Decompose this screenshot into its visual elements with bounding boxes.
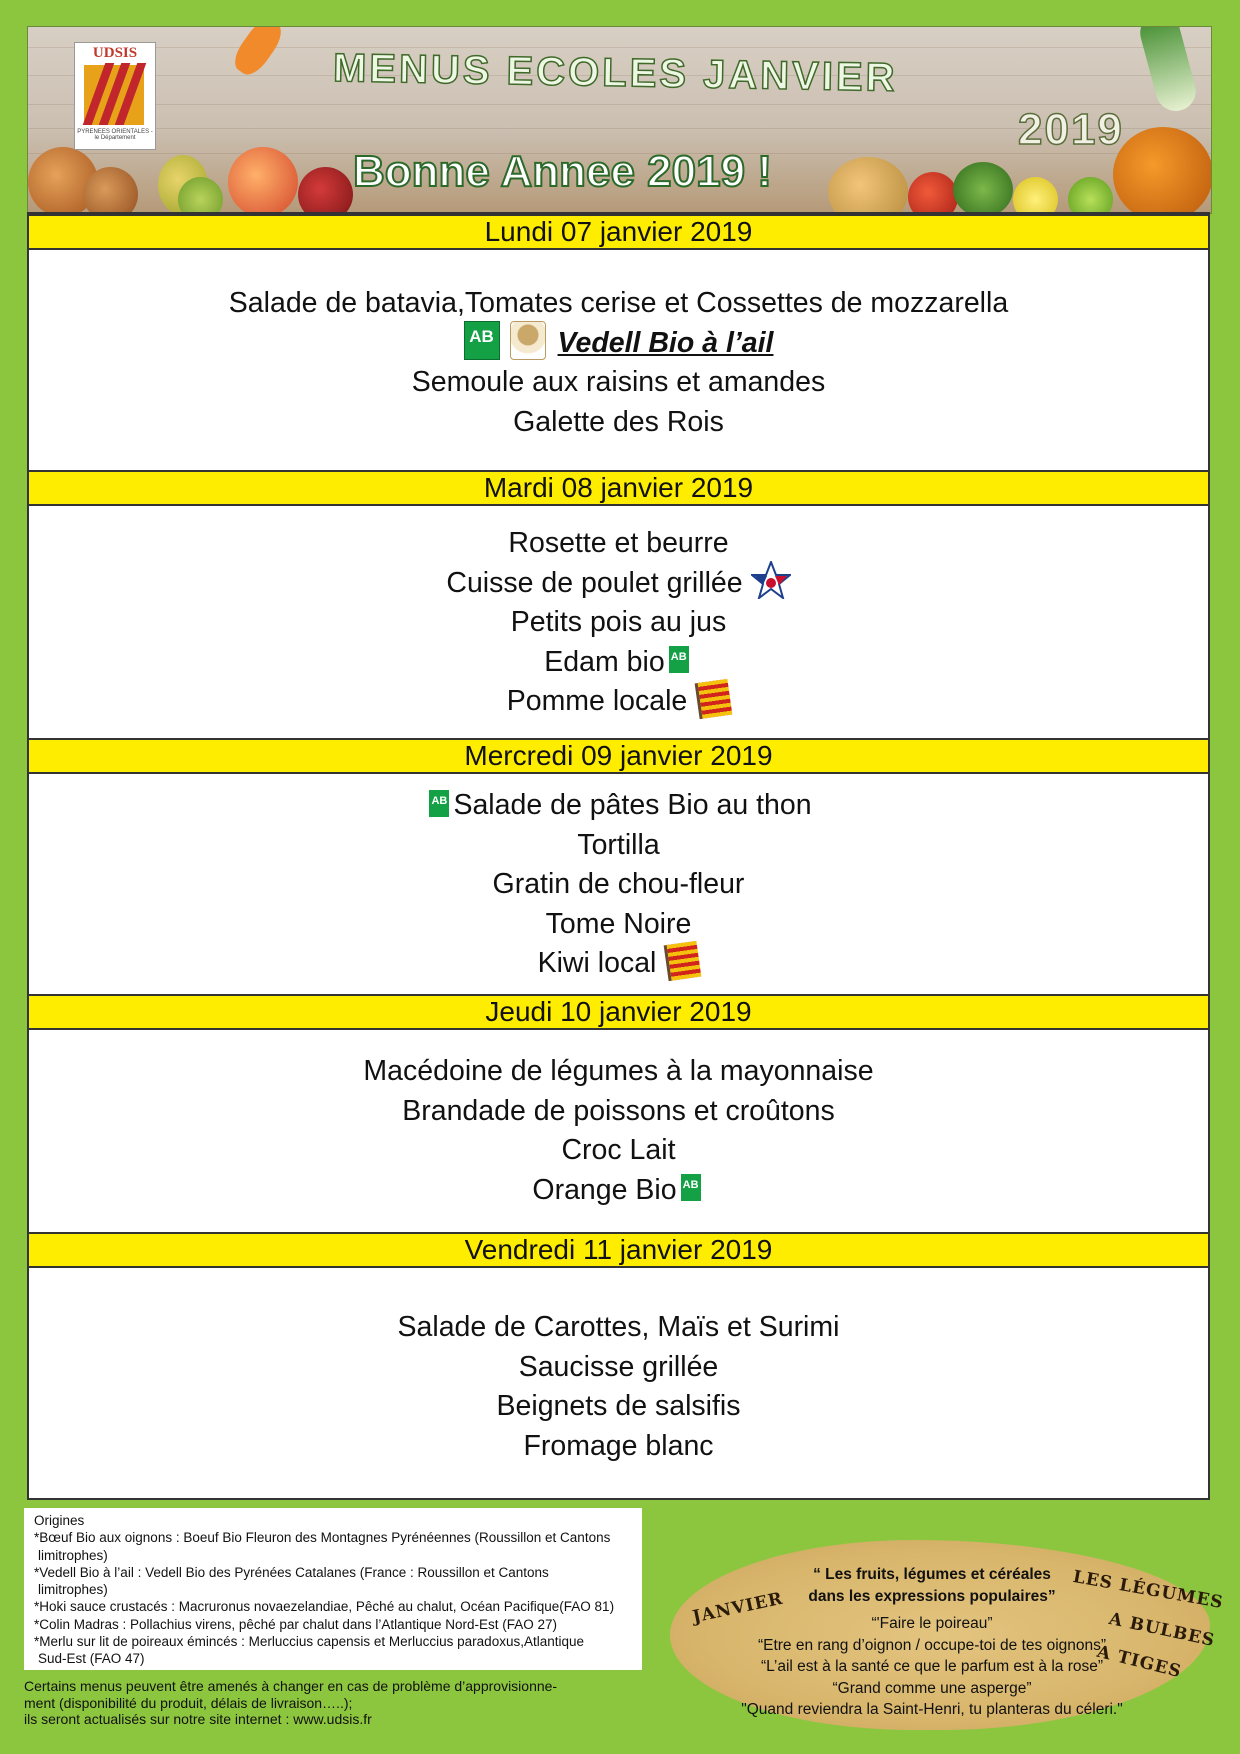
origins-title: Origines xyxy=(34,1513,85,1528)
day-header-friday: Vendredi 11 janvier 2019 xyxy=(29,1232,1208,1268)
expression-item: “'Faire le poireau” xyxy=(871,1615,993,1632)
expressions-heading: dans les expressions populaires” xyxy=(808,1587,1056,1605)
dish-with-badge xyxy=(29,682,1208,722)
dish-with-badge xyxy=(29,1171,1208,1211)
catalan-flag-icon xyxy=(664,941,702,981)
catalan-flag-icon xyxy=(695,679,733,719)
onion-illustration xyxy=(83,167,138,214)
dish: Salade de Carottes, Maïs et Surimi xyxy=(397,1311,840,1343)
origins-line: limitrophes) xyxy=(38,1582,108,1598)
origins-line: *Hoki sauce crustacés : Macruronus novaezelandiae, Pêché au chalut, Océan Pacifique(FAO 81) xyxy=(34,1599,615,1615)
expression-item: "Quand reviendra la Saint-Henri, tu planteras du céleri." xyxy=(741,1701,1123,1718)
notice-line: ment (disponibilité du produit, délais de livraison…..); xyxy=(24,1694,353,1711)
melon-illustration xyxy=(828,157,908,214)
notice-line: Certains menus peuvent être amenés à changer en cas de problème d’approvisionne- xyxy=(24,1678,558,1694)
day-header-thursday: Jeudi 10 janvier 2019 xyxy=(29,994,1208,1030)
dish-label: Orange Bio xyxy=(532,1173,677,1206)
label-bulbes: A BULBES xyxy=(1107,1609,1217,1651)
logo-subtitle: PYRENEES ORIENTALES - le Département xyxy=(77,129,153,141)
grapes-illustration xyxy=(178,177,223,214)
origins-line: *Bœuf Bio aux oignons : Boeuf Bio Fleuron des Montagnes Pyrénéennes (Roussillon et Cantons xyxy=(34,1530,611,1546)
expression-item: “L’ail est à la santé ce que le parfum est à la rose” xyxy=(760,1658,1104,1675)
expressions-text xyxy=(722,1564,1142,1721)
weekly-menu xyxy=(27,212,1210,1500)
dish: Beignets de salsifis xyxy=(496,1390,741,1422)
peach-illustration xyxy=(228,147,298,214)
dish: Salade de batavia,Tomates cerise et Cossettes de mozzarella xyxy=(228,287,1009,319)
label-tiges: A TIGES xyxy=(1094,1641,1184,1683)
origins-line: Sud-Est (FAO 47) xyxy=(38,1651,145,1667)
dish: Semoule aux raisins et amandes xyxy=(411,366,826,398)
dish-label: Cuisse de poulet grillée xyxy=(446,566,743,599)
dish: Gratin de chou-fleur xyxy=(492,868,745,900)
dish-with-badge xyxy=(29,564,1208,604)
day-menu-monday xyxy=(29,284,1208,442)
dish: Tome Noire xyxy=(545,907,692,940)
dish-special-label: Vedell Bio à l’ail xyxy=(557,326,774,359)
broccoli-illustration xyxy=(953,162,1013,214)
title-year: 2019 xyxy=(1018,105,1124,154)
udsis-logo xyxy=(74,42,156,150)
label-rouge-icon xyxy=(751,561,791,599)
dish: Rosette et beurre xyxy=(508,527,729,559)
label-janvier: JANVIER xyxy=(690,1588,786,1628)
leek-illustration xyxy=(1136,26,1201,115)
expressions-heading: “ Les fruits, légumes et céréales xyxy=(813,1566,1051,1583)
day-menu-tuesday xyxy=(29,524,1208,722)
header-banner xyxy=(27,26,1212,214)
greeting-text: Bonne Annee 2019 ! xyxy=(353,147,772,196)
dish: Petits pois au jus xyxy=(510,606,727,638)
apple-illustration xyxy=(298,167,353,214)
tomato-illustration xyxy=(908,172,958,214)
organic-ab-icon: AB xyxy=(669,646,689,673)
expression-item: “Grand comme une asperge” xyxy=(832,1679,1032,1697)
organic-ab-icon: AB xyxy=(681,1174,701,1201)
origins-box xyxy=(24,1508,642,1670)
dish: Macédoine de légumes à la mayonnaise xyxy=(363,1055,874,1087)
dish-with-badge xyxy=(29,944,1208,984)
day-header-tuesday: Mardi 08 janvier 2019 xyxy=(29,470,1208,506)
organic-ab-icon: AB xyxy=(464,321,500,360)
label-legumes: LES LÉGUMES xyxy=(1071,1566,1226,1614)
logo-name: UDSIS xyxy=(92,45,138,61)
dish-with-badge xyxy=(29,643,1208,683)
page-title: MENUS ECOLES JANVIER xyxy=(332,46,898,100)
lemon-illustration xyxy=(1013,177,1058,214)
expression-item: “Etre en rang d’oignon / occupe-toi de tes oignons” xyxy=(757,1636,1107,1654)
lime-illustration xyxy=(1068,177,1113,214)
day-header-wednesday: Mercredi 09 janvier 2019 xyxy=(29,738,1208,774)
dish: Croc Lait xyxy=(561,1134,676,1166)
pumpkin-illustration xyxy=(1113,127,1212,214)
organic-ab-icon: AB xyxy=(429,790,449,817)
dish: Brandade de poissons et croûtons xyxy=(402,1094,835,1127)
dish: Fromage blanc xyxy=(523,1429,714,1462)
dish-label: Salade de pâtes Bio au thon xyxy=(453,789,812,821)
dish: Tortilla xyxy=(577,828,660,861)
origins-line: *Vedell Bio à l’ail : Vedell Bio des Pyrénées Catalanes (France : Roussillon et Cantons xyxy=(34,1564,549,1580)
day-menu-friday xyxy=(29,1308,1208,1466)
change-notice xyxy=(24,1678,624,1728)
carrot-illustration xyxy=(229,26,288,80)
logo-emblem xyxy=(84,65,144,125)
day-header-monday: Lundi 07 janvier 2019 xyxy=(29,214,1208,250)
dish: Saucisse grillée xyxy=(518,1350,719,1383)
day-menu-thursday xyxy=(29,1052,1208,1210)
notice-line: ils seront actualisés sur notre site internet : www.udsis.fr xyxy=(24,1711,372,1727)
dish-with-badge xyxy=(29,786,1208,826)
vedell-label-icon xyxy=(510,321,546,360)
day-menu-wednesday xyxy=(29,786,1208,984)
dish-label: Pomme locale xyxy=(506,685,688,717)
origins-line: *Colin Madras : Pollachius virens, pêché par chalut dans l’Atlantique Nord-Est (FAO 27) xyxy=(34,1616,557,1632)
dish-special xyxy=(29,324,1208,364)
dish-label: Kiwi local xyxy=(537,947,657,979)
origins-line: limitrophes) xyxy=(38,1547,108,1563)
origins-line: *Merlu sur lit de poireaux émincés : Merluccius capensis et Merluccius paradoxus,Atlantique xyxy=(34,1634,584,1650)
dish: Galette des Rois xyxy=(513,405,724,438)
dish-label: Edam bio xyxy=(544,645,665,678)
